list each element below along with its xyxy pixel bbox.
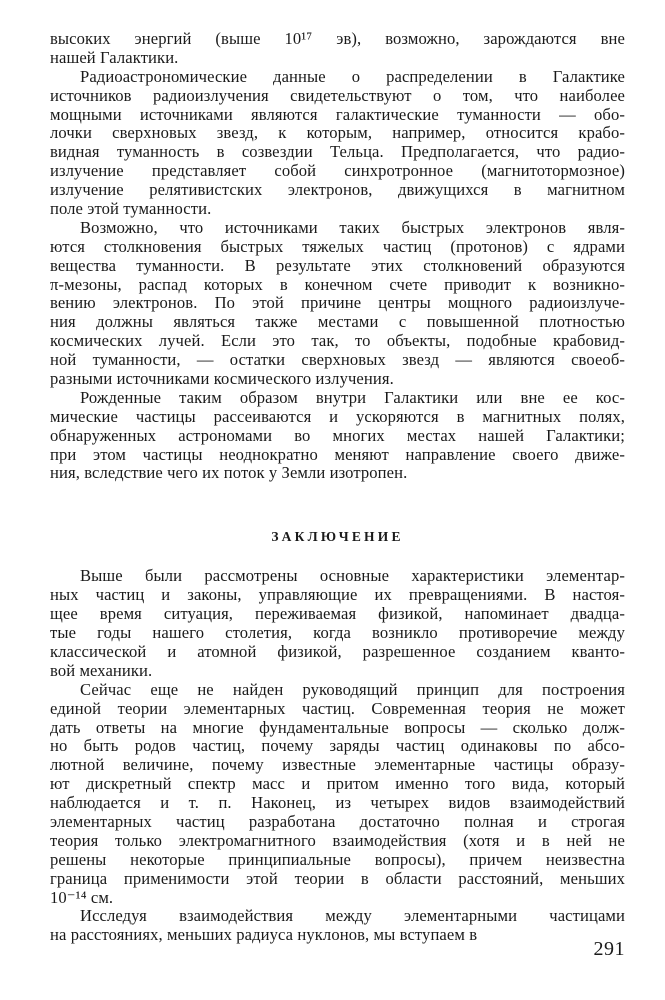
text-line: Рожденные таким образом внутри Галактики или вне ее кос- — [80, 387, 625, 407]
text-line: видная туманность в созвездии Тельца. Предполагается, что радио- — [50, 142, 625, 162]
text-line: ных частиц и законы, управляющие их превращениями. В настоя- — [50, 585, 625, 605]
text-line: лютной величине, почему известные элементарные частицы образу- — [50, 755, 625, 775]
text-line: излучение представляет собой синхротронное (магнитотормозное) — [50, 161, 625, 181]
section-heading: ЗАКЛЮЧЕНИЕ — [271, 529, 404, 545]
text-line: ной туманности, — остатки сверхновых звезд — являются своеоб- — [50, 350, 625, 370]
text-line: при этом частицы неоднократно меняют направление своего движе- — [50, 444, 625, 464]
text-line: 10⁻¹⁴ см. — [50, 887, 114, 907]
paragraph — [50, 219, 625, 389]
text-line: лочки сверхновых звезд, к которым, например, относится крабо- — [50, 123, 625, 143]
text-line: ются столкновения быстрых тяжелых частиц (протонов) с ядрами — [50, 236, 625, 256]
text-before-heading — [50, 30, 625, 483]
page-number: 291 — [593, 938, 625, 960]
text-line: элементарных частиц разработана достаточно полная и строгая — [50, 811, 625, 831]
text-line: вещества туманности. В результате этих столкновений образуются — [50, 255, 625, 275]
text-line: π-мезоны, распад которых в конечном счете приводит к возникно- — [50, 274, 625, 294]
text-line: Исследуя взаимодействия между элементарными частицами — [80, 906, 625, 926]
text-line: источников радиоизлучения свидетельствуют о том, что наиболее — [50, 85, 625, 105]
paragraph — [50, 567, 625, 680]
text-line: тые годы нашего столетия, когда возникло противоречие между — [50, 623, 625, 643]
paragraph — [50, 681, 625, 908]
text-line: ния должны являться также местами с повышенной плотностью — [50, 312, 625, 332]
text-line: теория только электромагнитного взаимодействия (хотя и в ней не — [50, 830, 625, 850]
text-line: поле этой туманности. — [50, 199, 212, 219]
text-line: нашей Галактики. — [50, 47, 179, 67]
page-body — [50, 30, 625, 945]
text-line: ния, вследствие чего их поток у Земли изотропен. — [50, 463, 408, 483]
text-line: дать ответы на многие фундаментальные вопросы — сколько долж- — [50, 717, 625, 737]
text-line: наблюдается и т. п. Наконец, из четырех видов взаимодействий — [50, 793, 625, 813]
text-line: космических лучей. Если это так, то объекты, подобные крабовид- — [50, 331, 625, 351]
text-line: на расстояниях, меньших радиуса нуклонов, мы вступаем в — [50, 925, 478, 945]
text-line: высоких энергий (выше 10¹⁷ эв), возможно, зарождаются вне — [50, 29, 625, 48]
paragraph — [50, 30, 625, 68]
text-line: щее время ситуация, переживаемая физикой, напоминает двадца- — [50, 604, 625, 624]
text-line: мические частицы рассеиваются и ускоряются в магнитных полях, — [50, 406, 625, 426]
text-line: Выше были рассмотрены основные характеристики элементар- — [80, 566, 625, 586]
text-line: Радиоастрономические данные о распределении в Галактике — [80, 66, 625, 86]
text-line: решены некоторые принципиальные вопросы), причем неизвестна — [50, 849, 625, 869]
text-line: мощными источниками являются галактические туманности — обо- — [50, 104, 625, 124]
text-line: вой механики. — [50, 660, 153, 680]
paragraph — [50, 389, 625, 483]
text-line: граница применимости этой теории в области расстояний, меньших — [50, 868, 625, 888]
text-line: разными источниками космического излучения. — [50, 369, 394, 389]
text-line: излучение релятивистских электронов, движущихся в магнитном — [50, 180, 625, 200]
paragraph — [50, 68, 625, 219]
text-line: классической и атомной физикой, разрешенное созданием кванто- — [50, 641, 625, 661]
text-line: вению электронов. По этой причине центры мощного радиоизлуче- — [50, 293, 625, 313]
text-line: единой теории элементарных частиц. Современная теория не может — [50, 698, 625, 718]
text-line: Возможно, что источниками таких быстрых электронов явля- — [80, 217, 625, 237]
text-line: обнаруженных астрономами во многих местах нашей Галактики; — [50, 425, 625, 445]
text-line: Сейчас еще не найден руководящий принцип для построения — [80, 679, 625, 699]
paragraph — [50, 907, 625, 945]
text-line: ют дискретный спектр масс и притом именно того вида, который — [50, 774, 625, 794]
text-line: но быть родов частиц, почему заряды частиц одинаковы по абсо- — [50, 736, 625, 756]
text-after-heading — [50, 567, 625, 945]
